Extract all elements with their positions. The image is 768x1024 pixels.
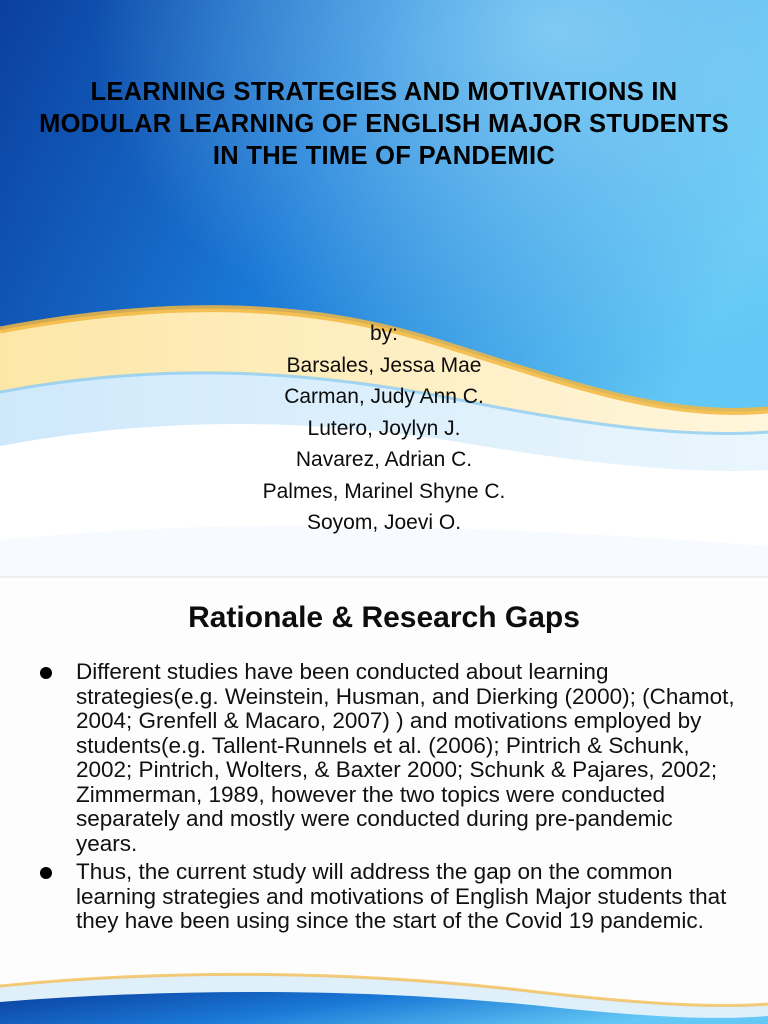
bullet-dot-icon xyxy=(40,867,52,879)
bullet-item xyxy=(36,860,736,934)
rationale-slide xyxy=(0,576,768,1024)
author-name: Lutero, Joylyn J. xyxy=(307,416,461,440)
bullet-text: Thus, the current study will address the gap on the common learning strategies and motivations of English Major students that they have been using since the start of the Covid 19 pandemic. xyxy=(76,859,727,933)
by-label: by: xyxy=(369,322,398,345)
slide-heading: Rationale & Research Gaps xyxy=(188,601,580,634)
author-name: Navarez, Adrian C. xyxy=(295,448,473,471)
author-name: Palmes, Marinel Shyne C. xyxy=(262,479,506,503)
bullet-item xyxy=(36,660,736,856)
author-name: Barsales, Jessa Mae xyxy=(286,353,482,377)
bullet-dot-icon xyxy=(40,667,52,679)
author-list xyxy=(184,318,584,539)
author-name: Soyom, Joevi O. xyxy=(306,511,462,534)
bullet-text: Different studies have been conducted about learning strategies(e.g. Weinstein, Husman, and Dierking (2000); (Chamot, 2004; Grenfell & Macaro, 2007) ) and motivations employed by students(e.g. Tallent-Runnels et al. (2006); Pintrich & Schunk, 2002; Pintrich, Wolters, & Baxter 2000; Schunk & Pajares, 2002; Zimmerman, 1989, however the two topics were conducted separately and mostly were conducted during pre-pandemic years. xyxy=(76,659,735,856)
presentation-title: LEARNING STRATEGIES AND MOTIVATIONS IN MODULAR LEARNING OF ENGLISH MAJOR STUDENTS IN THE TIME OF PANDEMIC xyxy=(39,78,729,170)
author-name: Carman, Judy Ann C. xyxy=(284,385,484,408)
bullet-list xyxy=(36,660,736,938)
